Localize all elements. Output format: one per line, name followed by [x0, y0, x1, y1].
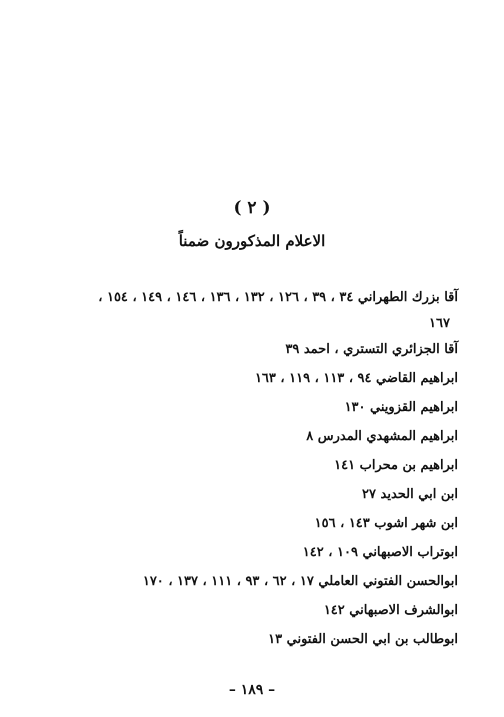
index-entry: ابوالحسن الفتوني العاملي ١٧ ، ٦٢ ، ٩٣ ، ١١١ ، ١٣٧ ، ١٧٠ — [142, 574, 458, 589]
index-entry: ابوالشرف الاصبهاني ١٤٢ — [323, 603, 458, 618]
index-entry: ابراهيم بن محراب ١٤١ — [334, 458, 458, 473]
index-entry: ابراهيم المشهدي المدرس ٨ — [306, 429, 458, 444]
index-entries — [38, 283, 458, 654]
index-entry: ابوتراب الاصبهاني ١٠٩ ، ١٤٢ — [302, 545, 458, 560]
index-entry: ابوطالب بن ابي الحسن الفتوني ١٣ — [268, 632, 458, 647]
index-entry: ابن شهر اشوب ١٤٣ ، ١٥٦ — [314, 516, 458, 531]
section-number: ( ٢ ) — [233, 198, 271, 218]
index-entry: ابراهيم القاضي ٩٤ ، ١١٣ ، ١١٩ ، ١٦٣ — [254, 371, 458, 386]
index-entry: آقا بزرك الطهراني ٣٤ ، ٣٩ ، ١٢٦ ، ١٣٢ ، ١٣٦ ، ١٤٦ ، ١٤٩ ، ١٥٤ ، — [98, 290, 458, 305]
index-entry: ابن ابي الحديد ٢٧ — [362, 487, 458, 502]
index-entry: ابراهيم القزويني ١٣٠ — [344, 400, 458, 415]
index-entry: آقا الجزائري التستري ، احمد ٣٩ — [285, 342, 458, 357]
page-number: – ١٨٩ – — [228, 682, 276, 698]
section-title: الاعلام المذكورون ضمناً — [178, 232, 326, 250]
index-entry-continuation: ١٦٧ — [429, 316, 450, 331]
